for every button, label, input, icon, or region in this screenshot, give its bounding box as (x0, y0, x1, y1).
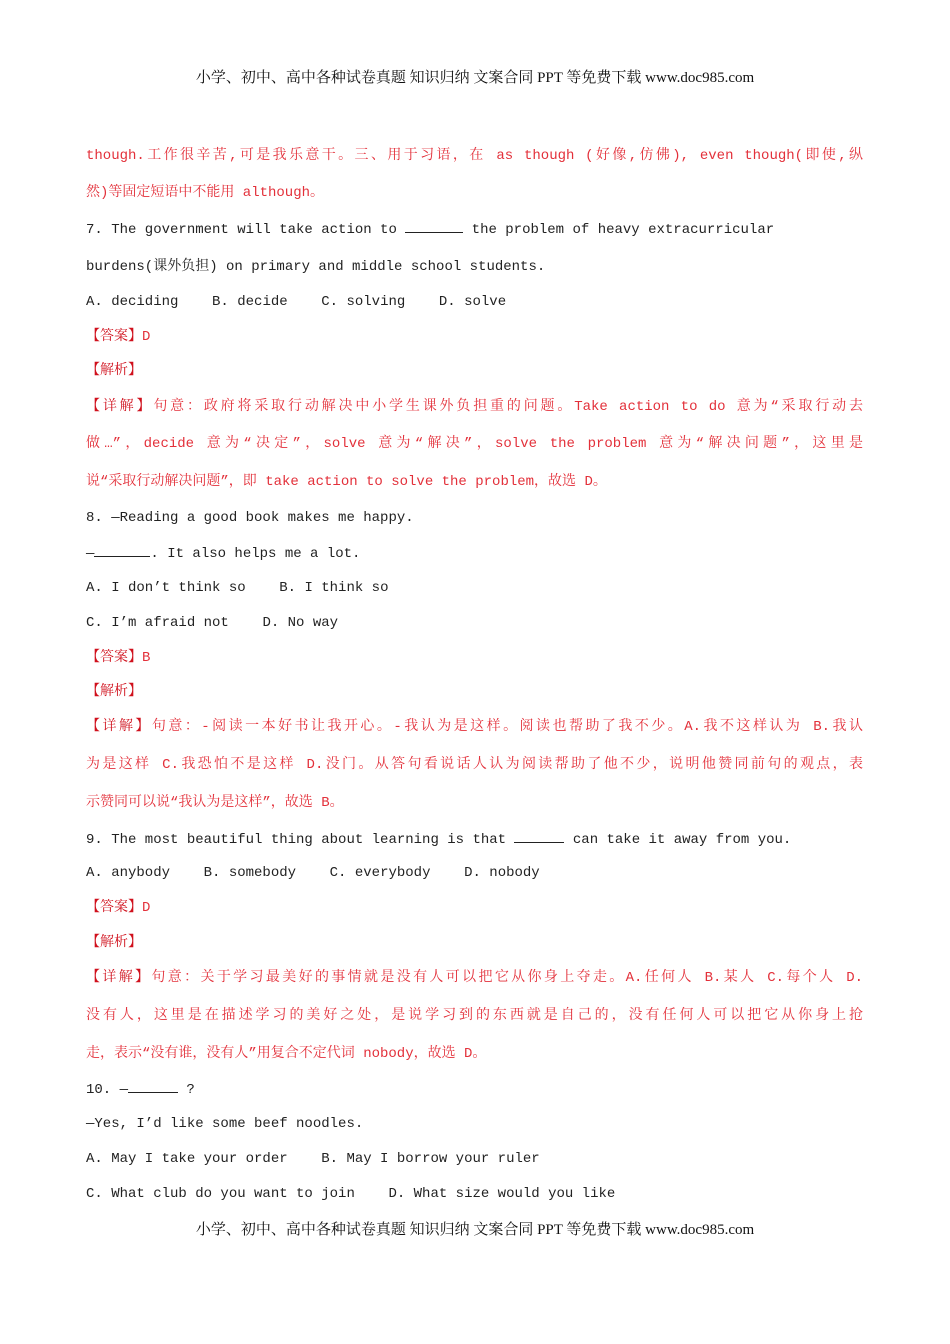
question-7-analysis-label: 【解析】 (86, 363, 142, 379)
option-d: D. nobody (464, 865, 540, 881)
explanation-line: 然)等固定短语中不能用 although。 (86, 185, 325, 201)
question-8-answer (86, 648, 150, 668)
question-9-detail (86, 968, 863, 988)
answer-value: D (142, 900, 151, 916)
question-7-stem-cont: burdens(课外负担) on primary and middle school students. (86, 259, 546, 275)
answer-value: B (142, 650, 151, 666)
question-8-options (86, 613, 338, 633)
option-c: C. everybody (329, 865, 431, 881)
question-8-analysis-label: 【解析】 (86, 684, 142, 700)
stem-text: can take it away from you. (572, 832, 792, 848)
question-7-detail (86, 397, 863, 417)
question-8-stem: 8. —Reading a good book makes me happy. (86, 510, 414, 526)
question-9-answer (86, 898, 150, 918)
stem-text: 7. The government will take action to (86, 222, 397, 238)
stem-text: 9. The most beautiful thing about learning is that (86, 832, 507, 848)
question-9-stem (86, 829, 791, 850)
question-10-stem (86, 1079, 195, 1100)
option-a: A. I don’t think so (86, 580, 246, 596)
answer-blank (405, 219, 463, 233)
question-10-options (86, 1184, 615, 1204)
option-b: B. decide (212, 294, 288, 310)
question-9-options (86, 863, 540, 883)
option-c: C. What club do you want to join (86, 1186, 355, 1202)
answer-label: 【答案】 (86, 900, 142, 916)
answer-value: D (142, 329, 151, 345)
detail-text: 句意：政府将采取行动解决中小学生课外负担重的问题。Take action to do 意为“采取行动去 (153, 399, 864, 415)
question-7-stem (86, 219, 774, 240)
detail-label: 【详解】 (86, 970, 152, 986)
page-header: 小学、初中、高中各种试卷真题 知识归纳 文案合同 PPT 等免费下载 www.doc985.com (195, 70, 755, 86)
detail-text: 句意：关于学习最美好的事情就是没有人可以把它从你身上夺走。A.任何人 B.某人 C.每个人 D. (151, 970, 864, 986)
option-a: A. anybody (86, 865, 171, 881)
option-c: C. solving (321, 294, 406, 310)
question-9-detail: 走，表示“没有谁，没有人”用复合不定代词 nobody，故选 D。 (86, 1046, 487, 1062)
question-9-analysis-label: 【解析】 (86, 935, 142, 951)
option-d: D. solve (438, 294, 507, 310)
detail-text: 句意：-阅读一本好书让我开心。-我认为是这样。阅读也帮助了我不少。A.我不这样认为 B.我认 (151, 719, 863, 735)
option-b: B. May I borrow your ruler (321, 1151, 540, 1167)
stem-text: . It also helps me a lot. (150, 546, 361, 562)
question-7-options (86, 292, 506, 312)
stem-text: — (86, 546, 95, 562)
question-7-detail: 说“采取行动解决问题”，即 take action to solve the problem，故选 D。 (86, 474, 607, 490)
option-d: D. What size would you like (388, 1186, 616, 1202)
option-b: B. somebody (203, 865, 297, 881)
question-8-detail (86, 717, 863, 737)
answer-label: 【答案】 (86, 650, 142, 666)
option-a: A. deciding (86, 294, 179, 310)
stem-text: ? (186, 1082, 195, 1098)
answer-blank (128, 1079, 178, 1093)
answer-blank (94, 543, 150, 557)
detail-label: 【详解】 (86, 719, 152, 735)
question-10-options (86, 1149, 540, 1169)
explanation-line: though.工作很辛苦,可是我乐意干。三、用于习语，在 as though (好像,仿佛), even though(即使,纵 (86, 148, 863, 164)
question-10-stem-cont: —Yes, I’d like some beef noodles. (86, 1116, 364, 1132)
page-footer: 小学、初中、高中各种试卷真题 知识归纳 文案合同 PPT 等免费下载 www.doc985.com (195, 1222, 755, 1238)
question-9-detail: 没有人，这里是在描述学习的美好之处，是说学习到的东西就是自己的，没有任何人可以把它从你身上抢 (86, 1008, 863, 1024)
question-8-detail: 示赞同可以说“我认为是这样”，故选 B。 (86, 795, 344, 811)
stem-text: 10. — (86, 1082, 129, 1098)
answer-blank (514, 829, 564, 843)
question-8-stem-cont (86, 543, 360, 564)
answer-label: 【答案】 (86, 329, 142, 345)
detail-label: 【详解】 (86, 399, 154, 415)
question-7-answer (86, 327, 150, 347)
option-d: D. No way (262, 615, 339, 631)
option-b: B. I think so (279, 580, 389, 596)
option-a: A. May I take your order (86, 1151, 288, 1167)
option-c: C. I’m afraid not (86, 615, 229, 631)
question-8-options (86, 578, 388, 598)
stem-text: the problem of heavy extracurricular (471, 222, 775, 238)
question-8-detail: 为是这样 C.我恐怕不是这样 D.没门。从答句看说话人认为阅读帮助了他不少，说明他赞同前句的观点，表 (86, 757, 863, 773)
question-7-detail: 做…”，decide 意为“决定”，solve 意为“解决”，solve the problem 意为“解决问题”，这里是 (86, 436, 863, 452)
